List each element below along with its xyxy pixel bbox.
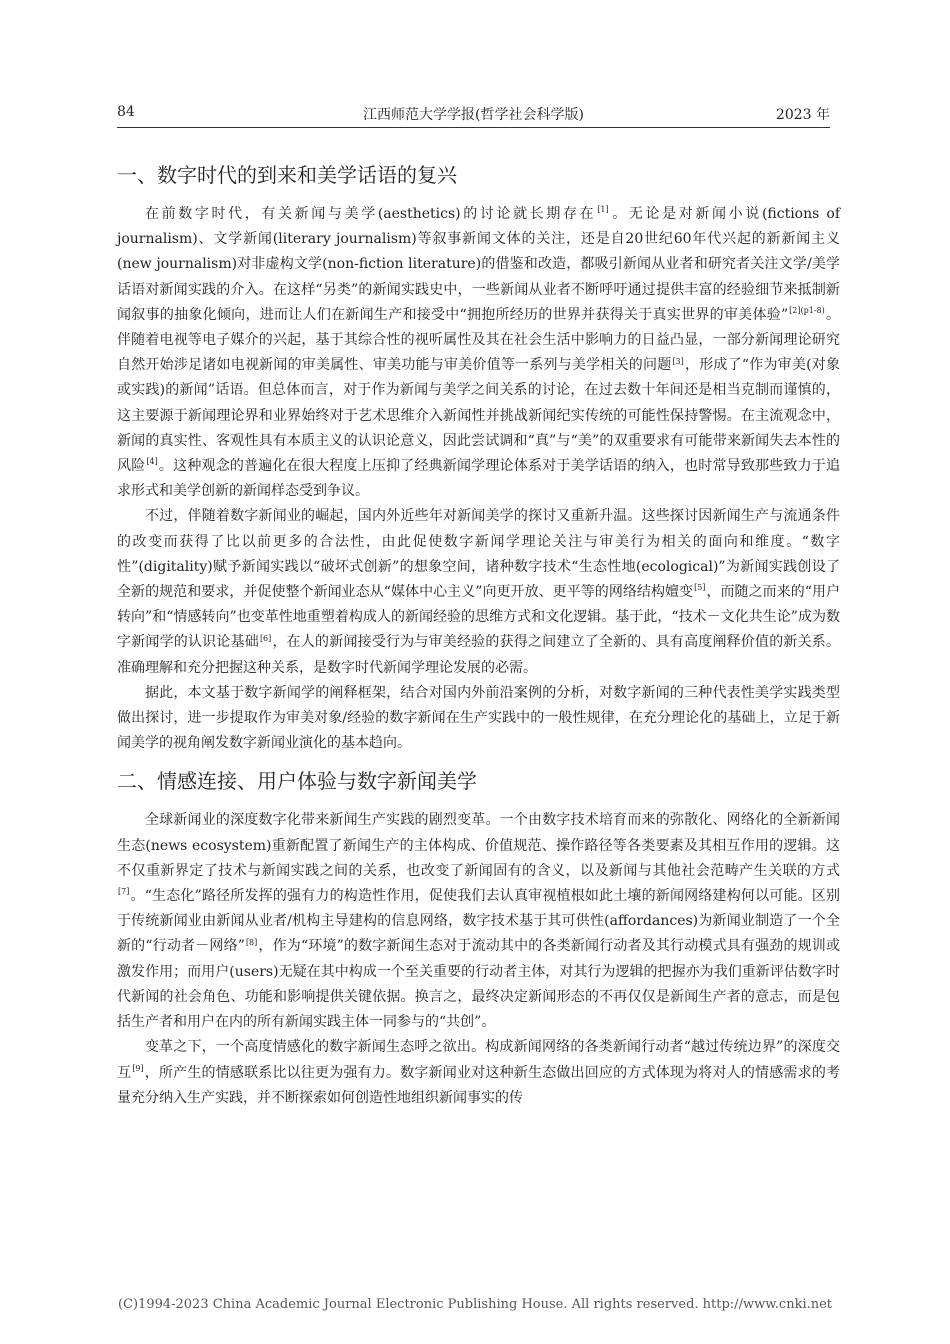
citation-ref: [7] <box>118 887 130 897</box>
citation-ref: [6] <box>259 633 272 643</box>
paragraph: 变革之下，一个高度情感化的数字新闻生态呼之欲出。构成新闻网络的各类新闻行动者“越过传统边界”的深度交互[9]，所产生的情感联系比以往更为强有力。数字新闻业对这种新生态做出回应的方式体现为将对人的情感需求的考量充分纳入生产实践，并不断探索如何创造性地组织新闻事实的传 <box>117 1039 841 1106</box>
paragraph: 不过，伴随着数字新闻业的崛起，国内外近些年对新闻美学的探讨又重新升温。这些探讨因新闻生产与流通条件的改变而获得了比以前更多的合法性，由此促使数字新闻学理论关注与审美行为相关的面向和维度。“数字性”(digitality)赋予新闻实践以“破坏式创新”的想象空间，诸种数字技术“生态性地(ecological)”为新闻实践创设了全新的规范和要求，并促使整个新闻业态从“媒体中心主义”向更开放、更平等的网络结构嬗变[5]，而随之而来的“用户转向”和“情感转向”也变革性地重塑着构成人的新闻经验的思维方式和文化逻辑。基于此，“技术－文化共生论”成为数字新闻学的认识论基础[6]，在人的新闻接受行为与审美经验的获得之间建立了全新的、具有高度阐释价值的新关系。准确理解和充分把握这种关系，是数字时代新闻学理论发展的必需。 <box>117 508 841 676</box>
paragraph: 全球新闻业的深度数字化带来新闻生产实践的剧烈变革。一个由数字技术培育而来的弥散化、网络化的全新新闻生态(news ecosystem)重新配置了新闻生产的主体构成、价值规范、操作路径等各类要素及其相互作用的逻辑。这不仅重新界定了技术与新闻实践之间的关系，也改变了新闻固有的含义，以及新闻与其他社会范畴产生关联的方式[7]。“生态化”路径所发挥的强有力的构造性作用，促使我们去认真审视植根如此土壤的新闻网络建构何以可能。区别于传统新闻业由新闻从业者/机构主导建构的信息网络，数字技术基于其可供性(affordances)为新闻业制造了一个全新的“行动者－网络”[8]，作为“环境”的数字新闻生态对于流动其中的各类新闻行动者及其行动模式具有强劲的规训或激发作用；而用户(users)无疑在其中构成一个至关重要的行动者主体，对其行为逻辑的把握亦为我们重新评估数字时代新闻的社会角色、功能和影响提供关键依据。换言之，最终决定新闻形态的不再仅仅是新闻生产者的意志，而是包括生产者和用户在内的所有新闻实践主体一同参与的“共创”。 <box>117 812 840 1031</box>
journal-title: 江西师范大学学报(哲学社会科学版) <box>363 107 584 123</box>
section-heading-1: 一、数字时代的到来和美学话语的复兴 <box>117 163 457 187</box>
copyright-footer: (C)1994-2023 China Academic Journal Electronic Publishing House. All rights reserved. http://www.cnki.net <box>117 1297 833 1312</box>
paragraph: 在前数字时代，有关新闻与美学(aesthetics)的讨论就长期存在[1]。无论是对新闻小说(fictions of journalism)、文学新闻(literary journalism)等叙事新闻文体的关注，还是自20世纪60年代兴起的新新闻主义(new journalism)对非虚构文学(non-fiction literature)的借鉴和改造，都吸引新闻从业者和研究者关注文学/美学话语对新闻实践的介入。在这样“另类”的新闻实践史中，一些新闻从业者不断呼吁通过提供丰富的经验细节来抵制新闻叙事的抽象化倾向，进而让人们在新闻生产和接受中“拥抱所经历的世界并获得关于真实世界的审美体验”$^{[2](p1-8)}$。伴随着电视等电子媒介的兴起，基于其综合性的视听属性及其在社会生活中影响力的日益凸显，一部分新闻理论研究自然开始涉足诸如电视新闻的审美属性、审美功能与审美价值等一系列与美学相关的问题[3]，形成了“作为审美(对象或实践)的新闻”话语。但总体而言，对于作为新闻与美学之间关系的讨论，在过去数十年间还是相当克制而谨慎的，这主要源于新闻理论界和业界始终对于艺术思维介入新闻性并挑战新闻纪实传统的可能性保持警惕。在主流观念中，新闻的真实性、客观性具有本质主义的认识论意义，因此尝试调和“真”与“美”的双重要求有可能带来新闻失去本性的风险[4]。这种观念的普遍化在很大程度上压抑了经典新闻学理论体系对于美学话语的纳入，也时常导致那些致力于追求形式和美学创新的新闻样态受到争议。 <box>117 205 841 500</box>
article-body <box>117 150 840 1111</box>
citation-ref: [4] <box>146 457 158 467</box>
citation-ref: [9] <box>132 1063 144 1073</box>
citation-ref: [8] <box>245 937 258 947</box>
page-number: 84 <box>117 104 135 120</box>
header-rule <box>117 127 830 128</box>
citation-ref: [1] <box>597 205 609 215</box>
citation-ref: [2](p1-8) <box>789 306 825 316</box>
section-heading-2: 二、情感连接、用户体验与数字新闻美学 <box>117 769 477 794</box>
running-header <box>117 104 830 126</box>
citation-ref: [3] <box>672 356 684 366</box>
paragraph: 据此，本文基于数字新闻学的阐释框架，结合对国内外前沿案例的分析，对数字新闻的三种代表性美学实践类型做出探讨，进一步提取作为审美对象/经验的数字新闻在生产实践中的一般性规律，在充分理论化的基础上，立足于新闻美学的视角阐发数字新闻业演化的基本趋向。 <box>117 684 840 752</box>
citation-ref: [5] <box>694 583 706 593</box>
year: 2023 年 <box>775 107 830 123</box>
